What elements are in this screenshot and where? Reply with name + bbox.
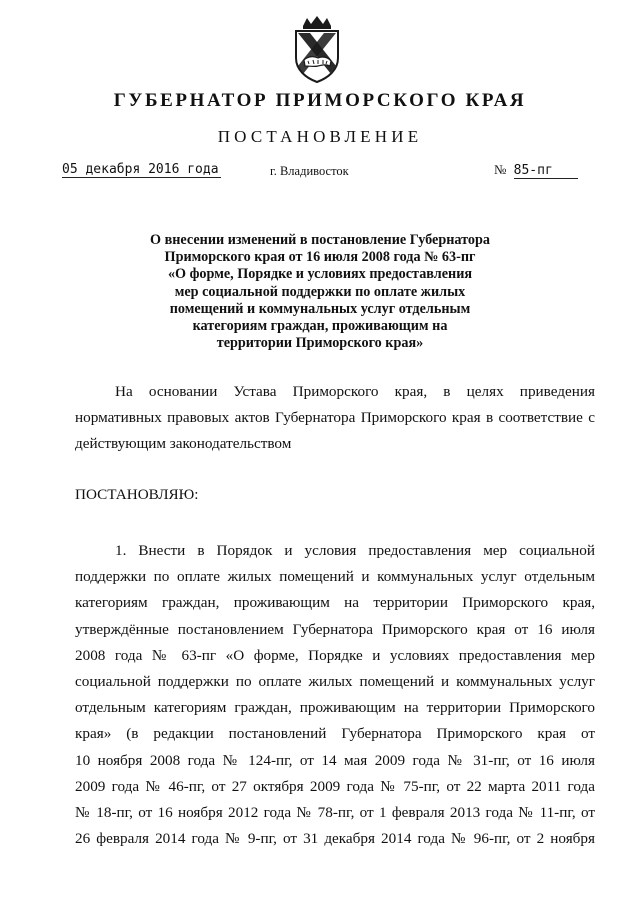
body-line: утверждённые постановлением Губернатора Приморского края от 16 июля <box>75 620 595 638</box>
document-number <box>494 162 578 179</box>
body-paragraph-1 <box>75 538 595 852</box>
body-line: № 18-пг, от 16 ноября 2012 года № 78-пг, от 1 февраля 2013 года № 11-пг, от <box>75 803 595 821</box>
subject-line: категориям граждан, проживающим на <box>192 318 448 335</box>
body-line: 26 февраля 2014 года № 9-пг, от 31 декабря 2014 года № 96-пг, от 2 ноября <box>75 830 595 848</box>
body-line: поддержки по оплате жилых помещений и коммунальных услуг отдельным <box>75 568 595 586</box>
subject-line: территории Приморского края» <box>216 335 424 352</box>
preamble-line: действующим законодательством <box>75 435 292 453</box>
number-value: 85-пг <box>514 163 578 179</box>
subject-line: мер социальной поддержки по оплате жилых <box>174 283 466 300</box>
body-line: края» (в редакции постановлений Губернатора Приморского края от <box>75 725 595 743</box>
number-label: № <box>494 162 507 177</box>
governor-title: ГУБЕРНАТОР ПРИМОРСКОГО КРАЯ <box>113 90 527 111</box>
subject-line: «О форме, Порядке и условиях предоставления <box>167 266 473 283</box>
document-date: 05 декабря 2016 года <box>62 162 219 177</box>
coat-of-arms-icon <box>290 16 344 84</box>
body-line: отдельным категориям граждан, проживающим на территории Приморского <box>75 699 595 717</box>
document-city: г. Владивосток <box>270 164 349 178</box>
document-type: ПОСТАНОВЛЕНИЕ <box>217 127 423 146</box>
body-line: 10 ноября 2008 года № 124-пг, от 14 мая 2009 года № 31-пг, от 16 июля <box>75 751 595 769</box>
body-line: 1. Внести в Порядок и условия предоставления мер социальной <box>115 542 595 559</box>
preamble-line: нормативных правовых актов Губернатора Приморского края в соответствие с <box>75 409 595 427</box>
subject-line: Приморского края от 16 июля 2008 года № 63-пг <box>164 249 476 266</box>
decree-word: ПОСТАНОВЛЯЮ: <box>75 486 199 503</box>
body-line: 2008 года № 63-пг «О форме, Порядке и условиях предоставления мер <box>75 646 595 664</box>
document-subject <box>0 232 640 352</box>
preamble-paragraph <box>75 379 595 458</box>
subject-line: О внесении изменений в постановление Губернатора <box>150 232 490 248</box>
subject-line: помещений и коммунальных услуг отдельным <box>169 300 471 317</box>
body-line: категориям граждан, проживающим на территории Приморского края, <box>75 594 595 612</box>
preamble-line: На основании Устава Приморского края, в целях приведения <box>115 383 595 400</box>
body-line: социальной поддержки по оплате жилых помещений и коммунальных услуг <box>75 672 595 690</box>
body-line: 2009 года № 46-пг, от 27 октября 2009 года № 75-пг, от 22 марта 2011 года <box>75 777 595 795</box>
